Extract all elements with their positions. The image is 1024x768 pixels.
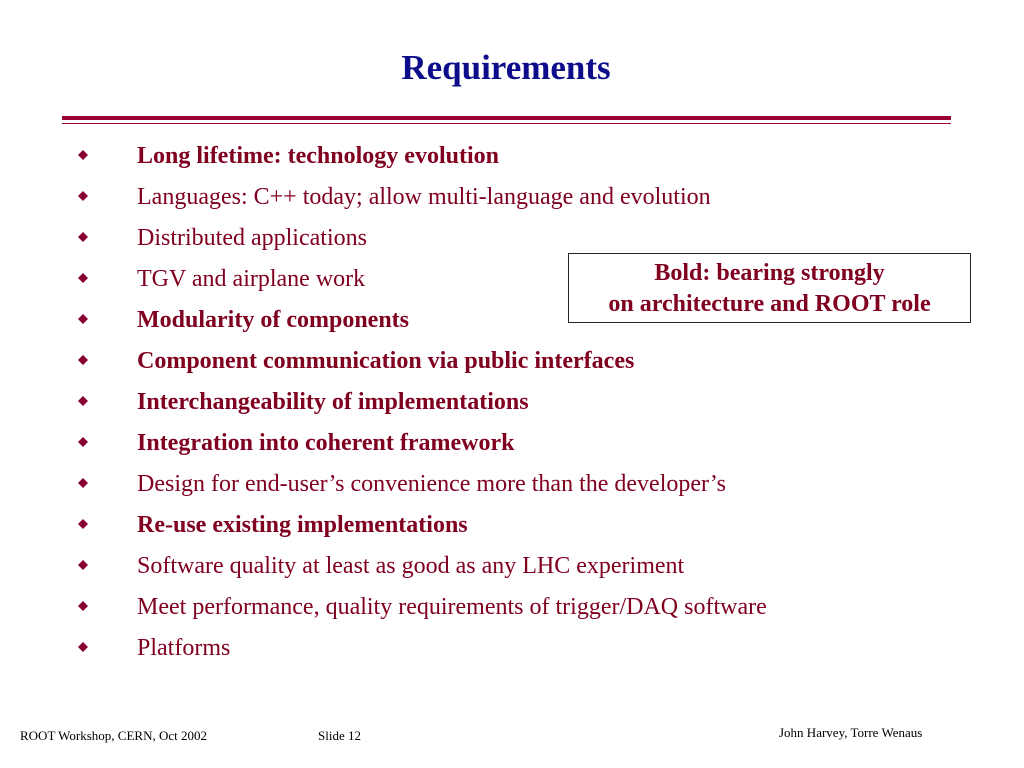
diamond-bullet-icon	[78, 601, 88, 611]
diamond-bullet-icon	[78, 150, 88, 160]
diamond-bullet-icon	[78, 519, 88, 529]
bullet-text: Integration into coherent framework	[137, 430, 515, 456]
list-item	[0, 588, 960, 629]
diamond-bullet-icon	[78, 273, 88, 283]
bullet-text: Platforms	[137, 635, 231, 661]
callout-box	[568, 253, 971, 323]
list-item	[0, 465, 960, 506]
diamond-bullet-icon	[78, 560, 88, 570]
bullet-text: Re-use existing implementations	[137, 512, 468, 538]
diamond-bullet-icon	[78, 478, 88, 488]
footer-slide-number: Slide 12	[318, 728, 361, 743]
title-divider-thin	[62, 123, 951, 124]
list-item	[0, 424, 960, 465]
bullet-text: Design for end-user’s convenience more than the developer’s	[137, 471, 726, 497]
list-item	[0, 342, 960, 383]
diamond-bullet-icon	[78, 314, 88, 324]
diamond-bullet-icon	[78, 355, 88, 365]
diamond-bullet-icon	[78, 642, 88, 652]
bullet-text: Modularity of components	[137, 307, 409, 333]
bullet-text: Long lifetime: technology evolution	[137, 143, 499, 169]
bullet-text: TGV and airplane work	[137, 266, 366, 292]
slide-title: Requirements	[401, 48, 611, 87]
list-item	[0, 178, 960, 219]
callout-line-2: on architecture and ROOT role	[608, 291, 931, 317]
bullet-text: Component communication via public interfaces	[137, 348, 635, 374]
diamond-bullet-icon	[78, 437, 88, 447]
bullet-text: Languages: C++ today; allow multi-language and evolution	[137, 184, 711, 210]
bullet-text: Meet performance, quality requirements of trigger/DAQ software	[137, 594, 767, 620]
list-item	[0, 383, 960, 424]
diamond-bullet-icon	[78, 232, 88, 242]
requirements-list	[0, 137, 960, 670]
title-divider-thick	[62, 116, 951, 120]
callout-line-1: Bold: bearing strongly	[654, 260, 885, 286]
bullet-text: Distributed applications	[137, 225, 367, 251]
bullet-text: Software quality at least as good as any LHC experiment	[137, 553, 685, 579]
diamond-bullet-icon	[78, 191, 88, 201]
footer-authors: John Harvey, Torre Wenaus	[779, 725, 923, 740]
diamond-bullet-icon	[78, 396, 88, 406]
list-item	[0, 137, 960, 178]
footer-event: ROOT Workshop, CERN, Oct 2002	[20, 728, 207, 743]
list-item	[0, 506, 960, 547]
list-item	[0, 547, 960, 588]
bullet-text: Interchangeability of implementations	[137, 389, 529, 415]
list-item	[0, 629, 960, 670]
